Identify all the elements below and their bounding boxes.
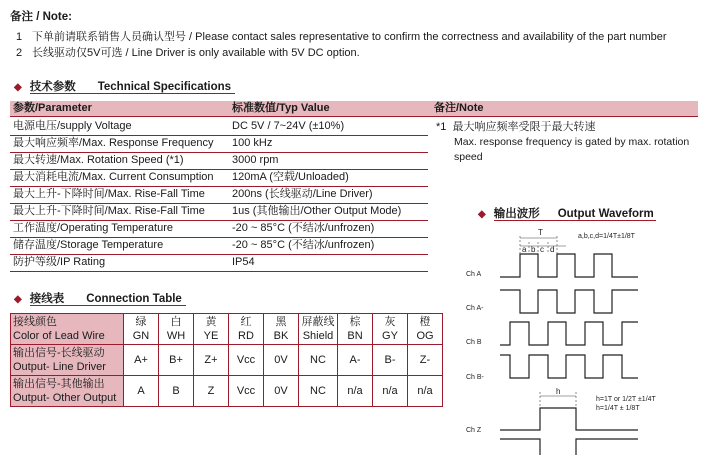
waveform-heading bbox=[478, 205, 656, 221]
spec-value: -20 ~ 85°C (不结冰/unfrozen) bbox=[232, 222, 375, 234]
row-label bbox=[11, 376, 124, 407]
label-cn: 接线颜色 bbox=[13, 316, 57, 328]
channel-label: Ch B bbox=[466, 339, 482, 346]
spec-value: 1us (其他输出/Other Output Mode) bbox=[232, 205, 402, 217]
table-row bbox=[11, 376, 443, 407]
waveform-title-cn: 输出波形 bbox=[493, 208, 540, 220]
cell: 橙 OG bbox=[408, 314, 443, 345]
wave-ch-a-bar bbox=[500, 290, 638, 313]
spec-row bbox=[10, 186, 428, 204]
header-note: 备注/Note bbox=[434, 102, 484, 114]
tech-title-en: Technical Specifications bbox=[97, 81, 232, 93]
note-number: 1 bbox=[16, 31, 23, 43]
cell: n/a bbox=[338, 376, 373, 407]
spec-table-header bbox=[10, 101, 498, 117]
row-label bbox=[11, 345, 124, 376]
spec-row bbox=[10, 135, 428, 153]
cell: 绿 GN bbox=[124, 314, 159, 345]
h-formula-2: h=1/4T ± 1/8T bbox=[596, 405, 640, 412]
cell: 红 RD bbox=[229, 314, 264, 345]
cell: B+ bbox=[159, 345, 194, 376]
cell: A- bbox=[338, 345, 373, 376]
header-value: 标准数值/Typ Value bbox=[232, 102, 330, 114]
cell: B- bbox=[373, 345, 408, 376]
channel-label: Ch B- bbox=[466, 374, 484, 381]
spec-row bbox=[10, 254, 428, 272]
connection-heading bbox=[14, 290, 186, 306]
cell: 灰 GY bbox=[373, 314, 408, 345]
cell: A bbox=[124, 376, 159, 407]
note-en-1: Max. response frequency is gated by max. rotation bbox=[454, 136, 690, 148]
note-mark: *1 bbox=[436, 121, 447, 133]
label-en: Output- Other Output bbox=[13, 392, 117, 404]
waveform-lines bbox=[500, 254, 638, 455]
cell: A+ bbox=[124, 345, 159, 376]
segment-c: c bbox=[540, 245, 544, 254]
header-param: 参数/Parameter bbox=[13, 102, 92, 114]
cell: Vcc bbox=[229, 376, 264, 407]
segment-b: b bbox=[531, 245, 536, 254]
label-en: Output- Line Driver bbox=[13, 361, 106, 373]
spec-row bbox=[10, 220, 428, 238]
table-row bbox=[11, 314, 443, 345]
spec-param: 最大上升-下降时间/Max. Rise-Fall Time bbox=[13, 205, 205, 217]
cell: Z+ bbox=[194, 345, 229, 376]
connection-title-cn: 接线表 bbox=[29, 293, 65, 305]
connection-table bbox=[10, 313, 443, 407]
row-label bbox=[11, 314, 124, 345]
wave-ch-z-bar-2 bbox=[576, 439, 638, 455]
diamond-bullet-icon: ◆ bbox=[14, 82, 22, 93]
segment-d: d bbox=[550, 245, 555, 254]
note-text: 长线驱动仅5V可选 / Line Driver is only available with 5V DC option. bbox=[32, 47, 360, 59]
spec-param: 储存温度/Storage Temperature bbox=[13, 239, 164, 251]
channel-label: Ch A bbox=[466, 271, 482, 278]
cell: 白 WH bbox=[159, 314, 194, 345]
label-en: Color of Lead Wire bbox=[13, 330, 105, 342]
note-text: 下单前请联系销售人员确认型号 / Please contact sales representative to confirm the correctness and availability of the part number bbox=[32, 31, 667, 43]
diamond-bullet-icon: ◆ bbox=[478, 209, 486, 220]
segment-a: a bbox=[522, 245, 527, 254]
cell: Vcc bbox=[229, 345, 264, 376]
spec-note bbox=[436, 120, 689, 165]
label-cn: 输出信号-其他输出 bbox=[13, 378, 105, 390]
period-label: T bbox=[538, 228, 543, 237]
cell: 黑 BK bbox=[264, 314, 299, 345]
tech-spec-heading bbox=[14, 78, 235, 94]
spec-note-header bbox=[428, 101, 698, 117]
spec-row bbox=[10, 237, 428, 255]
cell: 0V bbox=[264, 376, 299, 407]
table-row bbox=[11, 345, 443, 376]
cell: NC bbox=[299, 345, 338, 376]
cell: n/a bbox=[408, 376, 443, 407]
diamond-bullet-icon: ◆ bbox=[14, 294, 22, 305]
connection-title-en: Connection Table bbox=[86, 293, 182, 305]
channel-label: Ch A- bbox=[466, 305, 484, 312]
spec-value: 120mA (空载/Unloaded) bbox=[232, 171, 349, 183]
h-formula-1: h=1T or 1/2T ±1/4T bbox=[596, 396, 656, 403]
spec-param: 电源电压/supply Voltage bbox=[13, 120, 132, 132]
spec-value: -20 ~ 85°C (不结冰/unfrozen) bbox=[232, 239, 375, 251]
cell: Z- bbox=[408, 345, 443, 376]
cell: B bbox=[159, 376, 194, 407]
channel-label: Ch Z bbox=[466, 427, 482, 434]
spec-value: 3000 rpm bbox=[232, 154, 279, 166]
cell: 棕 BN bbox=[338, 314, 373, 345]
spec-param: 最大消耗电流/Max. Current Consumption bbox=[13, 171, 214, 183]
note-en-2: speed bbox=[454, 151, 483, 163]
spec-param: 工作温度/Operating Temperature bbox=[13, 222, 173, 234]
note-item-1 bbox=[16, 28, 667, 44]
cell: n/a bbox=[373, 376, 408, 407]
cell: Z bbox=[194, 376, 229, 407]
spec-param: 防护等级/IP Rating bbox=[13, 256, 106, 268]
note-number: 2 bbox=[16, 47, 23, 59]
wave-ch-a bbox=[500, 254, 638, 277]
spec-param: 最大上升-下降时间/Max. Rise-Fall Time bbox=[13, 188, 205, 200]
waveform-diagram bbox=[460, 224, 713, 455]
wave-ch-b-bar bbox=[500, 355, 638, 378]
spec-param: 最大响应频率/Max. Response Frequency bbox=[13, 137, 214, 149]
spec-value: 100 kHz bbox=[232, 137, 273, 149]
spec-param: 最大转速/Max. Rotation Speed (*1) bbox=[13, 154, 184, 166]
note-cn: 最大响应频率受限于最大转速 bbox=[452, 121, 596, 133]
abcd-formula: a,b,c,d=1/4T±1/8T bbox=[578, 233, 635, 240]
cell: 黄 YE bbox=[194, 314, 229, 345]
cell: NC bbox=[299, 376, 338, 407]
label-cn: 输出信号-长线驱动 bbox=[13, 347, 105, 359]
note-item-2 bbox=[16, 44, 360, 60]
wave-ch-z-bar bbox=[500, 439, 540, 455]
notes-title: 备注 / Note: bbox=[10, 11, 72, 23]
spec-row bbox=[10, 152, 428, 170]
spec-row bbox=[10, 118, 428, 136]
spec-value: DC 5V / 7~24V (±10%) bbox=[232, 120, 345, 132]
tech-title-cn: 技术参数 bbox=[29, 81, 76, 93]
spec-value: IP54 bbox=[232, 256, 255, 268]
h-label: h bbox=[556, 387, 561, 396]
spec-row bbox=[10, 169, 428, 187]
cell: 屏蔽线 Shield bbox=[299, 314, 338, 345]
spec-row bbox=[10, 203, 428, 221]
waveform-title-en: Output Waveform bbox=[557, 208, 654, 220]
cell: 0V bbox=[264, 345, 299, 376]
waveform-labels bbox=[466, 228, 657, 434]
spec-value: 200ns (长线驱动/Line Driver) bbox=[232, 188, 373, 200]
wave-ch-b bbox=[500, 322, 638, 345]
